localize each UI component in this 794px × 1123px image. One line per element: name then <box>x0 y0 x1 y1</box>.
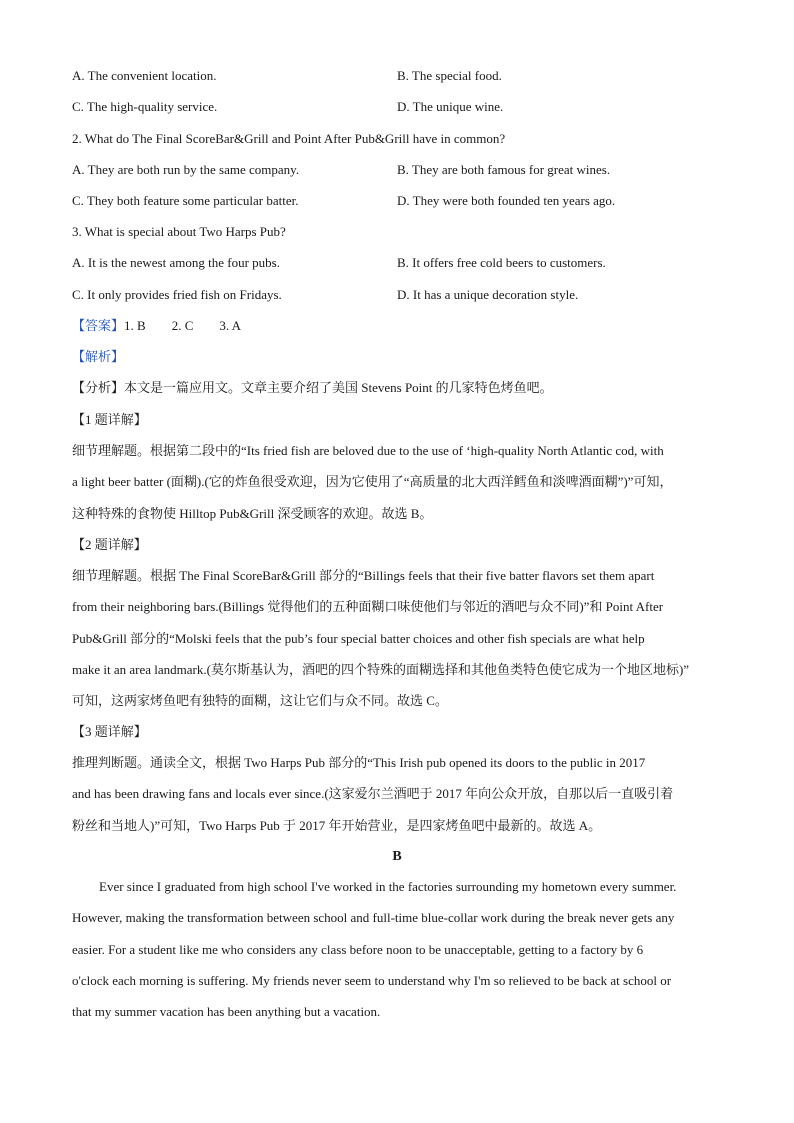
passage-b-line: Ever since I graduated from high school I've worked in the factories surrounding my hometown every summer. <box>99 879 677 894</box>
q2-option-d: D. They were both founded ten years ago. <box>397 193 616 208</box>
q3-option-b: B. It offers free cold beers to customers. <box>397 255 606 270</box>
q3-option-c: C. It only provides fried fish on Fridays. <box>72 287 282 302</box>
q3-stem: 3. What is special about Two Harps Pub? <box>72 224 286 239</box>
detail2-line: from their neighboring bars.(Billings 觉得他们的五种面糊口味使他们与邻近的酒吧与众不同)”和 Point After <box>72 599 664 615</box>
q2-option-c: C. They both feature some particular batter. <box>72 193 299 208</box>
answer-1: 1. B <box>124 318 146 333</box>
q2-options-row-1 <box>72 161 732 179</box>
detail3-line: and has been drawing fans and locals ever since.(这家爱尔兰酒吧于 2017 年向公众开放，自那以后一直吸引着 <box>72 786 674 802</box>
summary-line <box>72 379 732 397</box>
answer-line <box>72 317 732 335</box>
detail1-line: 细节理解题。根据第二段中的“Its fried fish are beloved due to the use of ‘high-quality North Atlantic cod, with <box>72 443 664 458</box>
detail2-line: Pub&Grill 部分的“Molski feels that the pub’s four special batter choices and other fish specials are what help <box>72 630 645 646</box>
detail1-line: a light beer batter (面糊).(它的炸鱼很受欢迎，因为它使用了“高质量的北大西洋鳕鱼和淡啤酒面糊”)”可知， <box>72 474 673 490</box>
answer-label: 【答案】 <box>72 318 125 333</box>
detail3-body <box>72 747 732 841</box>
detail1-heading: 【1 题详解】 <box>72 412 147 427</box>
detail2-heading: 【2 题详解】 <box>72 537 147 552</box>
detail3-line: 粉丝和当地人)”可知，Two Harps Pub 于 2017 年开始营业，是四家烤鱼吧中最新的。故选 A。 <box>72 817 602 833</box>
q1-option-a: A. The convenient location. <box>72 68 217 83</box>
q2-option-b: B. They are both famous for great wines. <box>397 162 611 177</box>
passage-b <box>72 871 732 1027</box>
q3-option-d: D. It has a unique decoration style. <box>397 287 579 302</box>
detail3-heading: 【3 题详解】 <box>72 724 147 739</box>
analysis-heading <box>72 348 732 366</box>
q2-option-a: A. They are both run by the same company. <box>72 162 300 177</box>
summary-label: 【分析】 <box>72 380 125 395</box>
q2-stem: 2. What do The Final ScoreBar&Grill and Point After Pub&Grill have in common? <box>72 131 506 146</box>
detail2-line: make it an area landmark.(莫尔斯基认为，酒吧的四个特殊的面糊选择和其他鱼类特色使它成为一个地区地标)” <box>72 661 690 677</box>
q1-options-row-2 <box>72 98 732 116</box>
answer-2: 2. C <box>171 318 194 333</box>
q3-options-row-2 <box>72 286 732 304</box>
detail3-line: 推理判断题。通读全文，根据 Two Harps Pub 部分的“This Irish pub opened its doors to the public in 2017 <box>72 755 646 770</box>
q1-option-b: B. The special food. <box>397 68 502 83</box>
q1-option-c: C. The high-quality service. <box>72 99 218 114</box>
q1-option-d: D. The unique wine. <box>397 99 504 114</box>
analysis-label: 【解析】 <box>72 349 125 364</box>
q3-options-row-1 <box>72 254 732 272</box>
answer-3: 3. A <box>219 318 242 333</box>
summary-text: 本文是一篇应用文。文章主要介绍了美国 Stevens Point 的几家特色烤鱼吧。 <box>124 380 553 395</box>
detail1-body <box>72 435 732 529</box>
q3-option-a: A. It is the newest among the four pubs. <box>72 255 280 270</box>
detail2-body <box>72 560 732 716</box>
detail2-line: 可知，这两家烤鱼吧有独特的面糊，这让它们与众不同。故选 C。 <box>72 693 448 709</box>
passage-b-line: o'clock each morning is suffering. My friends never seem to understand why I'm so relieved to be back at school or <box>72 972 672 988</box>
passage-b-line: easier. For a student like me who considers any class before noon to be unacceptable, getting to a factory by 6 <box>72 941 644 957</box>
q2-options-row-2 <box>72 192 732 210</box>
detail2-line: 细节理解题。根据 The Final ScoreBar&Grill 部分的“Billings feels that their five batter flavors set them apart <box>72 568 655 583</box>
detail1-line: 这种特殊的食物使 Hilltop Pub&Grill 深受顾客的欢迎。故选 B。 <box>72 505 433 521</box>
passage-b-line: However, making the transformation between school and full-time blue-collar work during the break never gets any <box>72 910 675 926</box>
section-b-heading: B <box>392 849 402 864</box>
passage-b-line: that my summer vacation has been anything but a vacation. <box>72 1004 381 1020</box>
q1-options-row-1 <box>72 67 732 85</box>
